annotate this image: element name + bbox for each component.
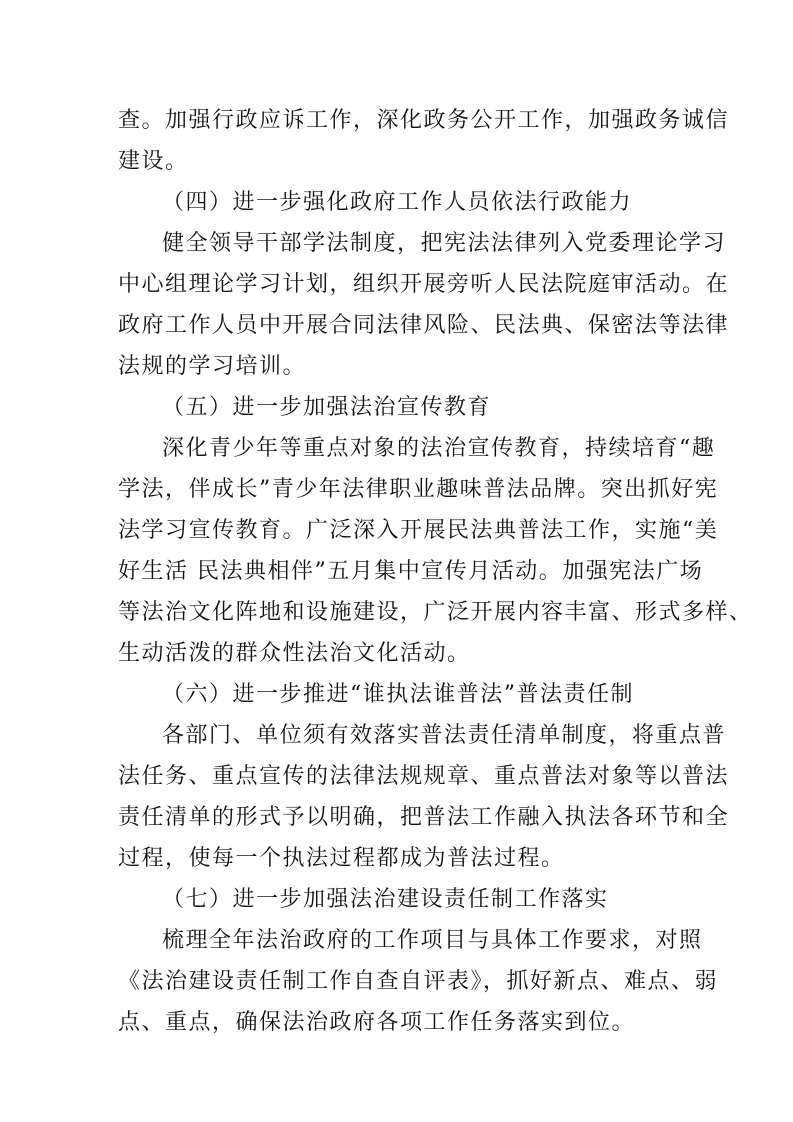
section-heading-4: （四）进一步强化政府工作人员依法行政能力 — [162, 190, 633, 215]
section-heading-6: （六）进一步推进“谁执法谁普法”普法责任制 — [162, 682, 634, 707]
text-line: 好生活 民法典相伴”五月集中宣传月活动。加强宪法广场 — [118, 559, 704, 584]
text-line: 《法治建设责任制工作自查自评表》，抓好新点、难点、弱 — [118, 969, 719, 994]
section-heading-5: （五）进一步加强法治宣传教育 — [162, 395, 492, 420]
text-line: 过程，使每一个执法过程都成为普法过程。 — [118, 846, 565, 871]
text-line: 法规的学习培训。 — [118, 354, 307, 379]
text-line: 建设。 — [118, 149, 189, 174]
text-line: 各部门、单位须有效落实普法责任清单制度，将重点普 — [162, 723, 727, 748]
text-line: 学法，伴成长”青少年法律职业趣味普法品牌。突出抓好宪 — [118, 477, 719, 502]
paragraph-section-4 — [118, 223, 730, 387]
document-body — [118, 100, 753, 1043]
text-line: 法任务、重点宣传的法律法规规章、重点普法对象等以普法 — [118, 764, 730, 789]
text-line: 梳理全年法治政府的工作项目与具体工作要求，对照 — [162, 928, 703, 953]
text-line: 深化青少年等重点对象的法治宣传教育，持续培育“趣 — [162, 436, 716, 461]
text-line: 查。加强行政应诉工作，深化政务公开工作，加强政务诚信 — [118, 108, 730, 133]
text-line: 健全领导干部学法制度，把宪法法律列入党委理论学习 — [162, 231, 727, 256]
paragraph-section-7 — [118, 920, 719, 1043]
paragraph-section-5 — [118, 428, 753, 674]
text-line: 生动活泼的群众性法治文化活动。 — [118, 641, 471, 666]
text-line: 政府工作人员中开展合同法律风险、民法典、保密法等法律 — [118, 313, 730, 338]
text-line: 法学习宣传教育。广泛深入开展民法典普法工作，实施“美 — [118, 518, 719, 543]
text-line: 等法治文化阵地和设施建设，广泛开展内容丰富、形式多样、 — [118, 600, 753, 625]
paragraph-continuation — [118, 100, 730, 182]
paragraph-section-6 — [118, 715, 730, 879]
text-line: 中心组理论学习计划，组织开展旁听人民法院庭审活动。在 — [118, 272, 730, 297]
section-heading-7: （七）进一步加强法治建设责任制工作落实 — [162, 887, 609, 912]
text-line: 点、重点，确保法治政府各项工作任务落实到位。 — [118, 1010, 636, 1035]
text-line: 责任清单的形式予以明确，把普法工作融入执法各环节和全 — [118, 805, 730, 830]
